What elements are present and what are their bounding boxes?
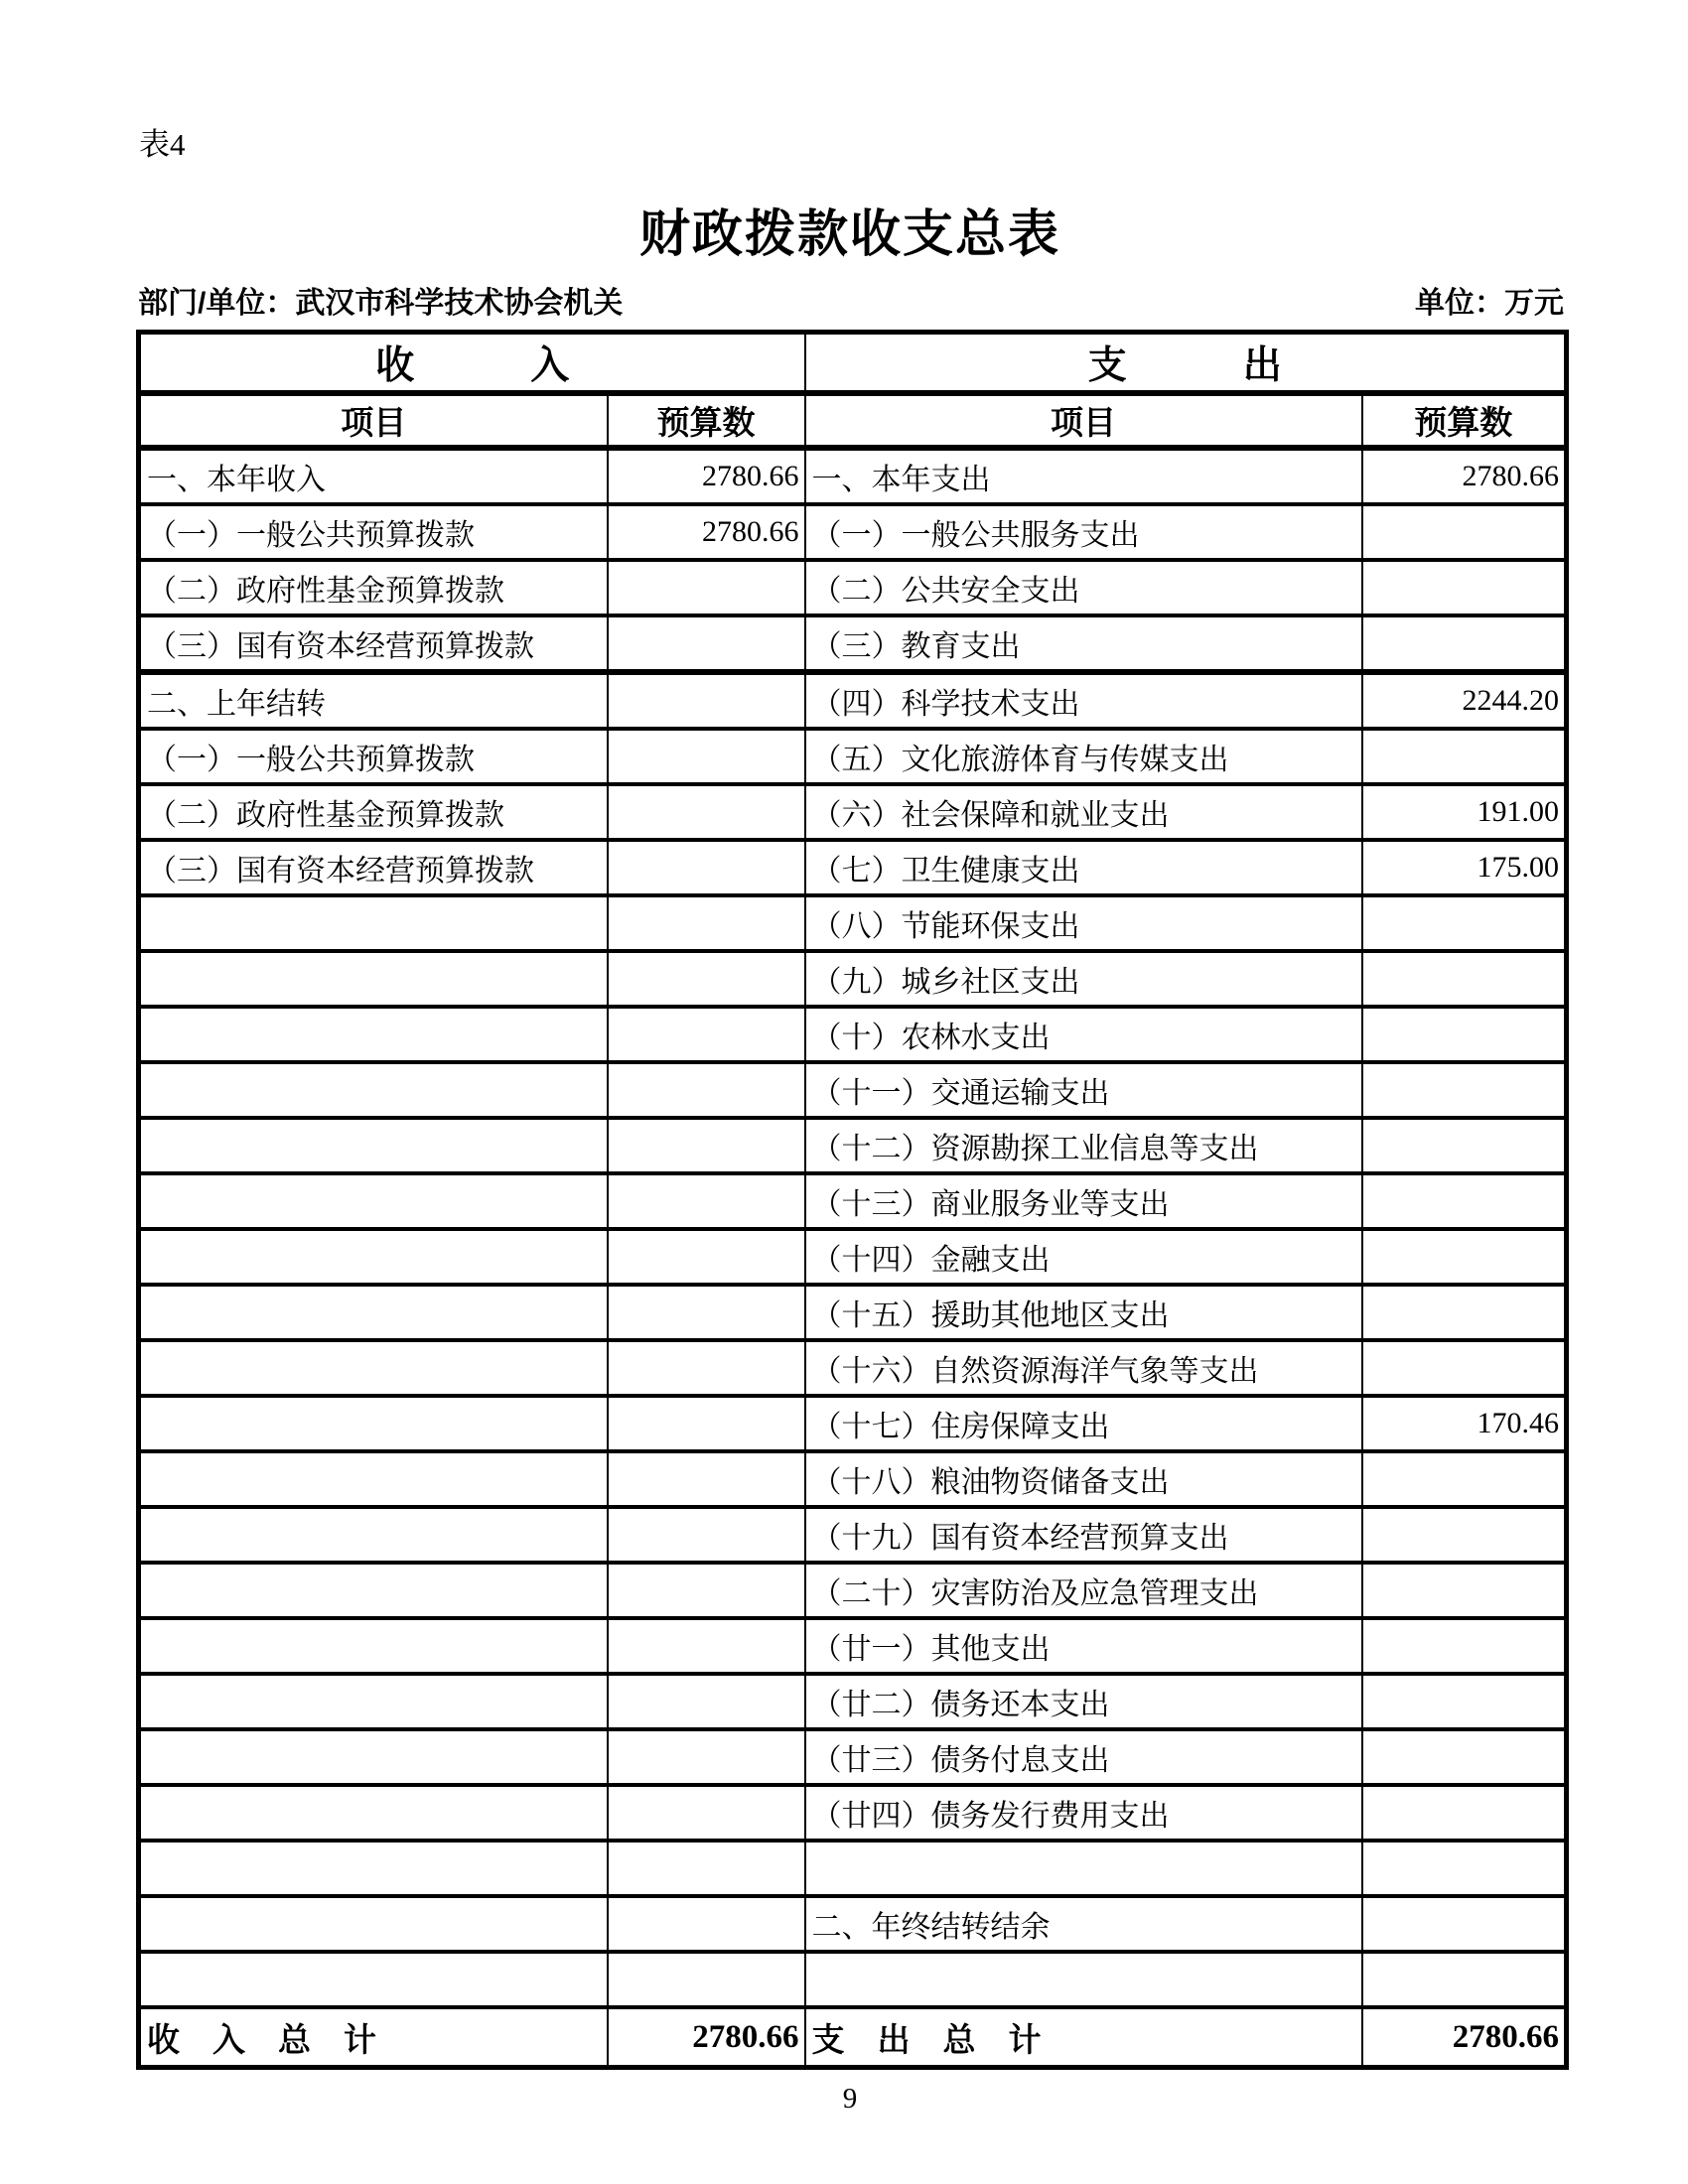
income-item-cell: [139, 1729, 608, 1785]
expense-budget-cell: [1362, 560, 1567, 615]
expense-item-cell: （五）文化旅游体育与传媒支出: [805, 729, 1362, 784]
table-row: [139, 1118, 1567, 1173]
expense-budget-cell: [1362, 1062, 1567, 1118]
expense-item-cell: （十一）交通运输支出: [805, 1062, 1362, 1118]
table-row: [139, 729, 1567, 784]
expense-item-cell: （十三）商业服务业等支出: [805, 1173, 1362, 1229]
income-budget-cell: [608, 1952, 805, 2007]
income-total-label: 收 入 总 计: [139, 2007, 608, 2068]
table-row: [139, 672, 1567, 729]
table-row: [139, 1729, 1567, 1785]
expense-budget-cell: [1362, 504, 1567, 560]
expense-item-cell: （十二）资源勘探工业信息等支出: [805, 1118, 1362, 1173]
income-item-cell: （三）国有资本经营预算拨款: [139, 840, 608, 895]
income-item-cell: [139, 1007, 608, 1062]
income-budget-column-header: 预算数: [608, 393, 805, 448]
expense-item-cell: （六）社会保障和就业支出: [805, 784, 1362, 840]
income-budget-cell: 2780.66: [608, 448, 805, 504]
income-item-cell: [139, 1396, 608, 1451]
total-row: [139, 2007, 1567, 2068]
income-budget-cell: [608, 1507, 805, 1563]
expense-budget-cell: [1362, 1563, 1567, 1618]
expense-item-cell: （二十）灾害防治及应急管理支出: [805, 1563, 1362, 1618]
expense-item-cell: （十八）粮油物资储备支出: [805, 1451, 1362, 1507]
income-item-cell: [139, 1173, 608, 1229]
table-row: [139, 1896, 1567, 1952]
income-item-column-header: 项目: [139, 393, 608, 448]
expense-budget-cell: [1362, 1896, 1567, 1952]
income-item-cell: （一）一般公共预算拨款: [139, 504, 608, 560]
table-row: [139, 448, 1567, 504]
expense-budget-cell: [1362, 1285, 1567, 1340]
table-row: [139, 1952, 1567, 2007]
table-number-label: 表4: [139, 127, 186, 162]
expense-item-cell: （廿四）债务发行费用支出: [805, 1785, 1362, 1841]
expense-item-cell: （十九）国有资本经营预算支出: [805, 1507, 1362, 1563]
expense-item-cell: （廿三）债务付息支出: [805, 1729, 1362, 1785]
income-item-cell: [139, 1229, 608, 1285]
expense-budget-cell: [1362, 895, 1567, 951]
table-row: [139, 1451, 1567, 1507]
income-item-cell: 二、上年结转: [139, 672, 608, 729]
income-budget-cell: [608, 560, 805, 615]
expense-item-cell: 一、本年支出: [805, 448, 1362, 504]
expense-budget-cell: [1362, 1841, 1567, 1896]
income-item-cell: [139, 1841, 608, 1896]
income-budget-cell: [608, 1563, 805, 1618]
income-item-cell: （二）政府性基金预算拨款: [139, 560, 608, 615]
expense-item-cell: （七）卫生健康支出: [805, 840, 1362, 895]
expense-section-header: 支 出: [805, 333, 1567, 394]
expense-item-cell: （十五）援助其他地区支出: [805, 1285, 1362, 1340]
table-row: [139, 1563, 1567, 1618]
table-row: [139, 1285, 1567, 1340]
income-item-cell: [139, 895, 608, 951]
expense-budget-cell: [1362, 1507, 1567, 1563]
section-header-row: [139, 333, 1567, 394]
income-item-cell: [139, 1785, 608, 1841]
income-item-cell: 一、本年收入: [139, 448, 608, 504]
income-item-cell: [139, 951, 608, 1007]
income-budget-cell: [608, 840, 805, 895]
expense-item-cell: （十四）金融支出: [805, 1229, 1362, 1285]
expense-budget-cell: [1362, 1173, 1567, 1229]
expense-item-cell: （十六）自然资源海洋气象等支出: [805, 1340, 1362, 1396]
table-row: [139, 1618, 1567, 1674]
income-budget-cell: [608, 1173, 805, 1229]
expense-item-cell: （廿一）其他支出: [805, 1618, 1362, 1674]
expense-item-cell: （八）节能环保支出: [805, 895, 1362, 951]
expense-item-cell: （三）教育支出: [805, 615, 1362, 672]
expense-item-cell: （九）城乡社区支出: [805, 951, 1362, 1007]
expense-item-cell: （廿二）债务还本支出: [805, 1674, 1362, 1729]
income-section-header: 收 入: [139, 333, 805, 394]
income-budget-cell: [608, 784, 805, 840]
income-item-cell: [139, 1340, 608, 1396]
income-item-cell: [139, 1451, 608, 1507]
budget-summary-table: [136, 330, 1569, 2070]
income-budget-cell: 2780.66: [608, 504, 805, 560]
table-row: [139, 1062, 1567, 1118]
table-row: [139, 504, 1567, 560]
income-budget-cell: [608, 1896, 805, 1952]
expense-item-cell: （二）公共安全支出: [805, 560, 1362, 615]
table-row: [139, 560, 1567, 615]
page-number: 9: [842, 2083, 858, 2115]
income-item-cell: （三）国有资本经营预算拨款: [139, 615, 608, 672]
expense-budget-cell: [1362, 1952, 1567, 2007]
expense-budget-cell: [1362, 1451, 1567, 1507]
income-budget-cell: [608, 1618, 805, 1674]
table-row: [139, 840, 1567, 895]
income-budget-cell: [608, 1841, 805, 1896]
budget-table-body: [139, 448, 1567, 2007]
income-item-cell: [139, 1118, 608, 1173]
income-total-value: 2780.66: [608, 2007, 805, 2068]
income-budget-cell: [608, 729, 805, 784]
income-item-cell: [139, 1952, 608, 2007]
expense-budget-cell: [1362, 951, 1567, 1007]
table-row: [139, 1229, 1567, 1285]
income-budget-cell: [608, 1340, 805, 1396]
income-budget-cell: [608, 1007, 805, 1062]
expense-budget-cell: [1362, 615, 1567, 672]
income-item-cell: [139, 1896, 608, 1952]
income-budget-cell: [608, 615, 805, 672]
expense-item-cell: （四）科学技术支出: [805, 672, 1362, 729]
expense-budget-cell: 2780.66: [1362, 448, 1567, 504]
income-item-cell: [139, 1618, 608, 1674]
page-title: 财政拨款收支总表: [638, 205, 1060, 262]
expense-item-cell: （一）一般公共服务支出: [805, 504, 1362, 560]
table-row: [139, 1674, 1567, 1729]
expense-item-cell: （十七）住房保障支出: [805, 1396, 1362, 1451]
expense-budget-cell: [1362, 1785, 1567, 1841]
income-item-cell: （二）政府性基金预算拨款: [139, 784, 608, 840]
table-row: [139, 1173, 1567, 1229]
expense-budget-cell: 170.46: [1362, 1396, 1567, 1451]
income-budget-cell: [608, 1118, 805, 1173]
expense-item-cell: 二、年终结转结余: [805, 1896, 1362, 1952]
table-row: [139, 784, 1567, 840]
expense-item-column-header: 项目: [805, 393, 1362, 448]
income-item-cell: [139, 1563, 608, 1618]
income-budget-cell: [608, 1674, 805, 1729]
income-budget-cell: [608, 1451, 805, 1507]
income-item-cell: [139, 1674, 608, 1729]
income-budget-cell: [608, 1396, 805, 1451]
income-item-cell: [139, 1285, 608, 1340]
expense-budget-cell: [1362, 729, 1567, 784]
income-budget-cell: [608, 1785, 805, 1841]
table-row: [139, 1340, 1567, 1396]
table-row: [139, 1007, 1567, 1062]
expense-item-cell: [805, 1952, 1362, 2007]
income-budget-cell: [608, 1285, 805, 1340]
expense-budget-cell: [1362, 1674, 1567, 1729]
table-row: [139, 951, 1567, 1007]
expense-budget-cell: [1362, 1729, 1567, 1785]
expense-total-value: 2780.66: [1362, 2007, 1567, 2068]
table-row: [139, 1841, 1567, 1896]
table-row: [139, 1396, 1567, 1451]
income-budget-cell: [608, 1062, 805, 1118]
expense-budget-cell: [1362, 1229, 1567, 1285]
income-item-cell: [139, 1062, 608, 1118]
expense-budget-cell: 175.00: [1362, 840, 1567, 895]
income-budget-cell: [608, 1229, 805, 1285]
currency-unit-label: 单位：万元: [1415, 287, 1564, 320]
meta-row: [138, 278, 1564, 322]
expense-item-cell: （十）农林水支出: [805, 1007, 1362, 1062]
table-row: [139, 615, 1567, 672]
table-row: [139, 895, 1567, 951]
expense-budget-cell: 2244.20: [1362, 672, 1567, 729]
column-header-row: [139, 393, 1567, 448]
income-budget-cell: [608, 951, 805, 1007]
income-item-cell: （一）一般公共预算拨款: [139, 729, 608, 784]
expense-budget-column-header: 预算数: [1362, 393, 1567, 448]
department-unit-label: 部门/单位：武汉市科学技术协会机关: [138, 287, 624, 320]
table-row: [139, 1785, 1567, 1841]
expense-budget-cell: [1362, 1340, 1567, 1396]
expense-total-label: 支 出 总 计: [805, 2007, 1362, 2068]
income-budget-cell: [608, 672, 805, 729]
expense-budget-cell: [1362, 1007, 1567, 1062]
income-item-cell: [139, 1507, 608, 1563]
income-budget-cell: [608, 895, 805, 951]
expense-item-cell: [805, 1841, 1362, 1896]
expense-budget-cell: [1362, 1118, 1567, 1173]
income-budget-cell: [608, 1729, 805, 1785]
expense-budget-cell: [1362, 1618, 1567, 1674]
table-row: [139, 1507, 1567, 1563]
expense-budget-cell: 191.00: [1362, 784, 1567, 840]
